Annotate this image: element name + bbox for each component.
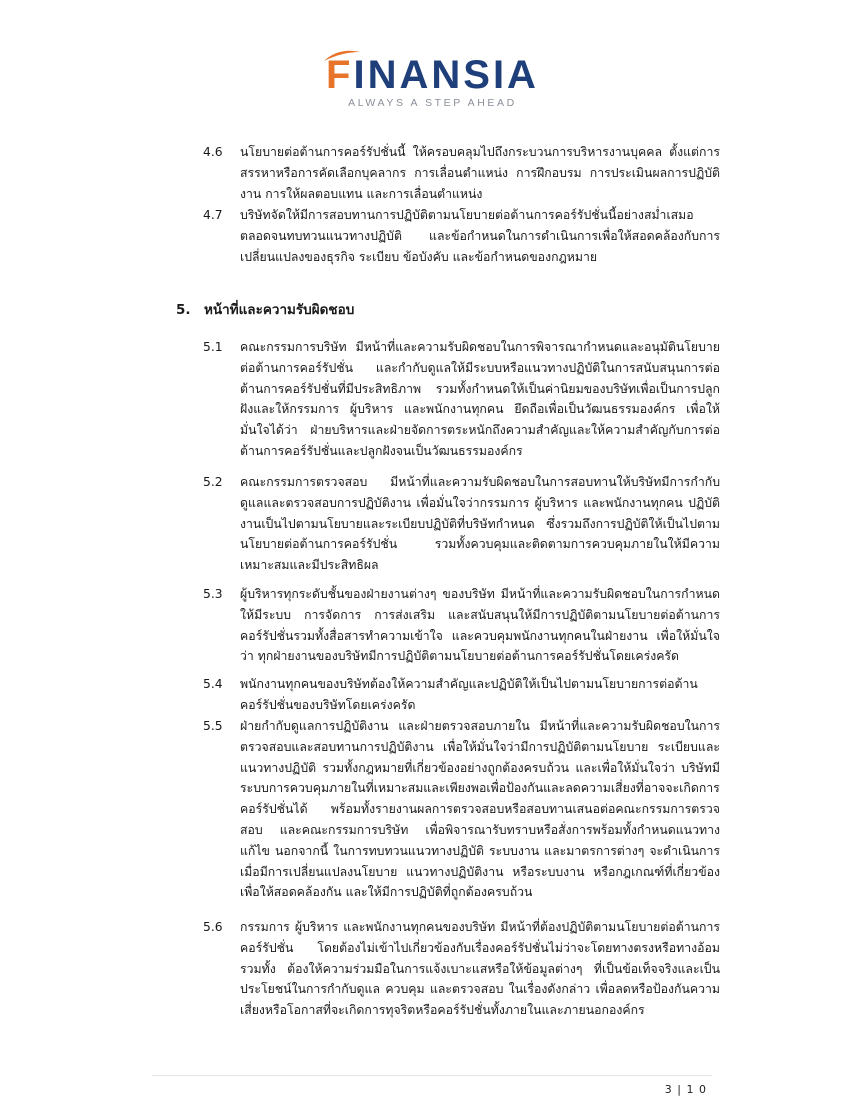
logo-wordmark bbox=[326, 55, 539, 95]
logo-name-rest: INANSIA bbox=[353, 53, 539, 97]
clause-5-5 bbox=[205, 716, 720, 903]
clause-5-1 bbox=[205, 337, 720, 462]
logo-tagline: ALWAYS A STEP AHEAD bbox=[348, 97, 517, 109]
clause-text: คณะกรรมการตรวจสอบ มีหน้าที่และความรับผิดชอบในการสอบทานให้บริษัทมีการกำกับดูแลและตรวจสอบการปฏิบัติงาน เพื่อมั่นใจว่ากรรมการ ผู้บริหาร และพนักงานทุกคน ปฏิบัติงานเป็นไปตามนโยบายและระเบียบปฏิบัติที่บริษัทกำหนด ซึ่งรวมถึงการปฏิบัติให้เป็นไปตามนโยบายต่อต้านการคอร์รัปชั่น รวมทั้งควบคุมและติดตามการควบคุมภายในให้มีความเหมาะสมและมีประสิทธิผล bbox=[240, 475, 720, 573]
clause-text: ฝ่ายกำกับดูแลการปฏิบัติงาน และฝ่ายตรวจสอบภายใน มีหน้าที่และความรับผิดชอบในการตรวจสอบและสอบทานการปฏิบัติงาน เพื่อให้มั่นใจว่ามีการปฏิบัติตามนโยบาย ระเบียบและแนวทางปฏิบัติ รวมทั้งกฎหมายที่เกี่ยวข้องอย่างถูกต้องครบถ้วน และเพื่อให้มั่นใจว่า บริษัทมีระบบการควบคุมภายในที่เหมาะสมและเพียงพอเพื่อป้องกันและลดความเสี่ยงที่อาจจะเกิดการคอร์รัปชั่นได้ พร้อมทั้งรายงานผลการตรวจสอบหรือสอบทานเสนอต่อคณะกรรมการตรวจสอบ และคณะกรรมการบริษัท เพื่อพิจารณารับทราบหรือสั่งการพร้อมทั้งกำหนดแนวทางแก้ไข นอกจากนี้ ในการทบทวนแนวทางปฏิบัติ ระบบงาน และมาตรการต่างๆ จะดำเนินการเมื่อมีการเปลี่ยนแปลงนโยบาย แนวทางปฏิบัติงาน หรือระบบงาน หรือกฎเกณฑ์ที่เกี่ยวข้องเพื่อให้สอดคล้องกัน และให้มีการปฏิบัติที่ถูกต้องครบถ้วน bbox=[240, 719, 720, 900]
clause-number: 5.4 bbox=[203, 677, 223, 691]
clause-number: 4.7 bbox=[203, 208, 223, 222]
clause-number: 4.6 bbox=[203, 145, 223, 159]
clause-4-6 bbox=[205, 142, 720, 204]
section-number: 5. bbox=[176, 302, 191, 318]
logo-letter-f: F bbox=[326, 53, 354, 97]
company-logo bbox=[0, 55, 865, 109]
clause-5-2 bbox=[205, 472, 720, 576]
clause-5-4 bbox=[205, 674, 720, 716]
clause-number: 5.2 bbox=[203, 475, 223, 489]
clause-text: บริษัทจัดให้มีการสอบทานการปฏิบัติตามนโยบายต่อต้านการคอร์รัปชั่นนี้อย่างสม่ำเสมอ ตลอดจนทบทวนแนวทางปฏิบัติ และข้อกำหนดในการดำเนินการเพื่อให้สอดคล้องกับการเปลี่ยนแปลงของธุรกิจ ระเบียบ ข้อบังคับ และข้อกำหนดของกฎหมาย bbox=[240, 208, 720, 264]
clause-number: 5.6 bbox=[203, 920, 223, 934]
clause-text: คณะกรรมการบริษัท มีหน้าที่และความรับผิดชอบในการพิจารณากำหนดและอนุมัตินโยบายต่อต้านการคอร์รัปชั่น และกำกับดูแลให้มีระบบหรือแนวทางปฏิบัติในการสนับสนุนการต่อต้านการคอร์รัปชั่นที่มีประสิทธิภาพ รวมทั้งกำหนดให้เป็นค่านิยมของบริษัทเพื่อเป็นการปลูกฝังและให้กรรมการ ผู้บริหาร และพนักงานทุกคน ยึดถือเพื่อเป็นวัฒนธรรมองค์กร เพื่อให้มั่นใจได้ว่า ฝ่ายบริหารและฝ่ายจัดการตระหนักถึงความสำคัญและให้ความสำคัญกับการต่อต้านการคอร์รัปชั่นและปลูกฝังจนเป็นวัฒนธรรมองค์กร bbox=[240, 340, 720, 458]
logo-swoosh-icon bbox=[322, 49, 362, 63]
clause-text: กรรมการ ผู้บริหาร และพนักงานทุกคนของบริษัท มีหน้าที่ต้องปฏิบัติตามนโยบายต่อต้านการคอร์รัปชั่น โดยต้องไม่เข้าไปเกี่ยวข้องกับเรื่องคอร์รัปชั่นไม่ว่าจะโดยทางตรงหรือทางอ้อม รวมทั้ง ต้องให้ความร่วมมือในการแจ้งเบาะแสหรือให้ข้อมูลต่างๆ ที่เป็นข้อเท็จจริงและเป็นประโยชน์ในการกำกับดูแล ควบคุม และตรวจสอบ ในเรื่องดังกล่าว เพื่อลดหรือป้องกันความเสี่ยงหรือโอกาสที่จะเกิดการทุจริตหรือคอร์รัปชั่นทั้งภายในและภายนอกองค์กร bbox=[240, 920, 720, 1018]
clause-4-7 bbox=[205, 205, 720, 267]
page-number: 3 | 1 0 bbox=[664, 1083, 707, 1096]
footer-divider bbox=[152, 1075, 712, 1076]
clause-text: นโยบายต่อต้านการคอร์รัปชั่นนี้ ให้ครอบคลุมไปถึงกระบวนการบริหารงานบุคคล ตั้งแต่การสรรหาหรือการคัดเลือกบุคลากร การเลื่อนตำแหน่ง การฝึกอบรม การประเมินผลการปฏิบัติงาน การให้ผลตอบแทน และการเลื่อนตำแหน่ง bbox=[240, 145, 720, 201]
clause-number: 5.5 bbox=[203, 719, 223, 733]
section-title: หน้าที่และความรับผิดชอบ bbox=[204, 302, 355, 318]
clause-5-3 bbox=[205, 584, 720, 667]
section-heading bbox=[176, 300, 354, 320]
clause-text: พนักงานทุกคนของบริษัทต้องให้ความสำคัญและปฏิบัติให้เป็นไปตามนโยบายการต่อต้านคอร์รัปชั่นของบริษัทโดยเคร่งครัด bbox=[240, 677, 698, 712]
clause-number: 5.3 bbox=[203, 587, 223, 601]
clause-number: 5.1 bbox=[203, 340, 223, 354]
clause-text: ผู้บริหารทุกระดับชั้นของฝ่ายงานต่างๆ ของบริษัท มีหน้าที่และความรับผิดชอบในการกำหนดให้มีระบบ การจัดการ การส่งเสริม และสนับสนุนให้มีการปฏิบัติตามนโยบายต่อต้านการคอร์รัปชั่นรวมทั้งสื่อสารทำความเข้าใจ และควบคุมพนักงานทุกคนในฝ่ายงาน เพื่อให้มั่นใจว่า ทุกฝ่ายงานของบริษัทมีการปฏิบัติตามนโยบายต่อต้านการคอร์รัปชั่นโดยเคร่งครัด bbox=[240, 587, 720, 664]
clause-5-6 bbox=[205, 917, 720, 1021]
